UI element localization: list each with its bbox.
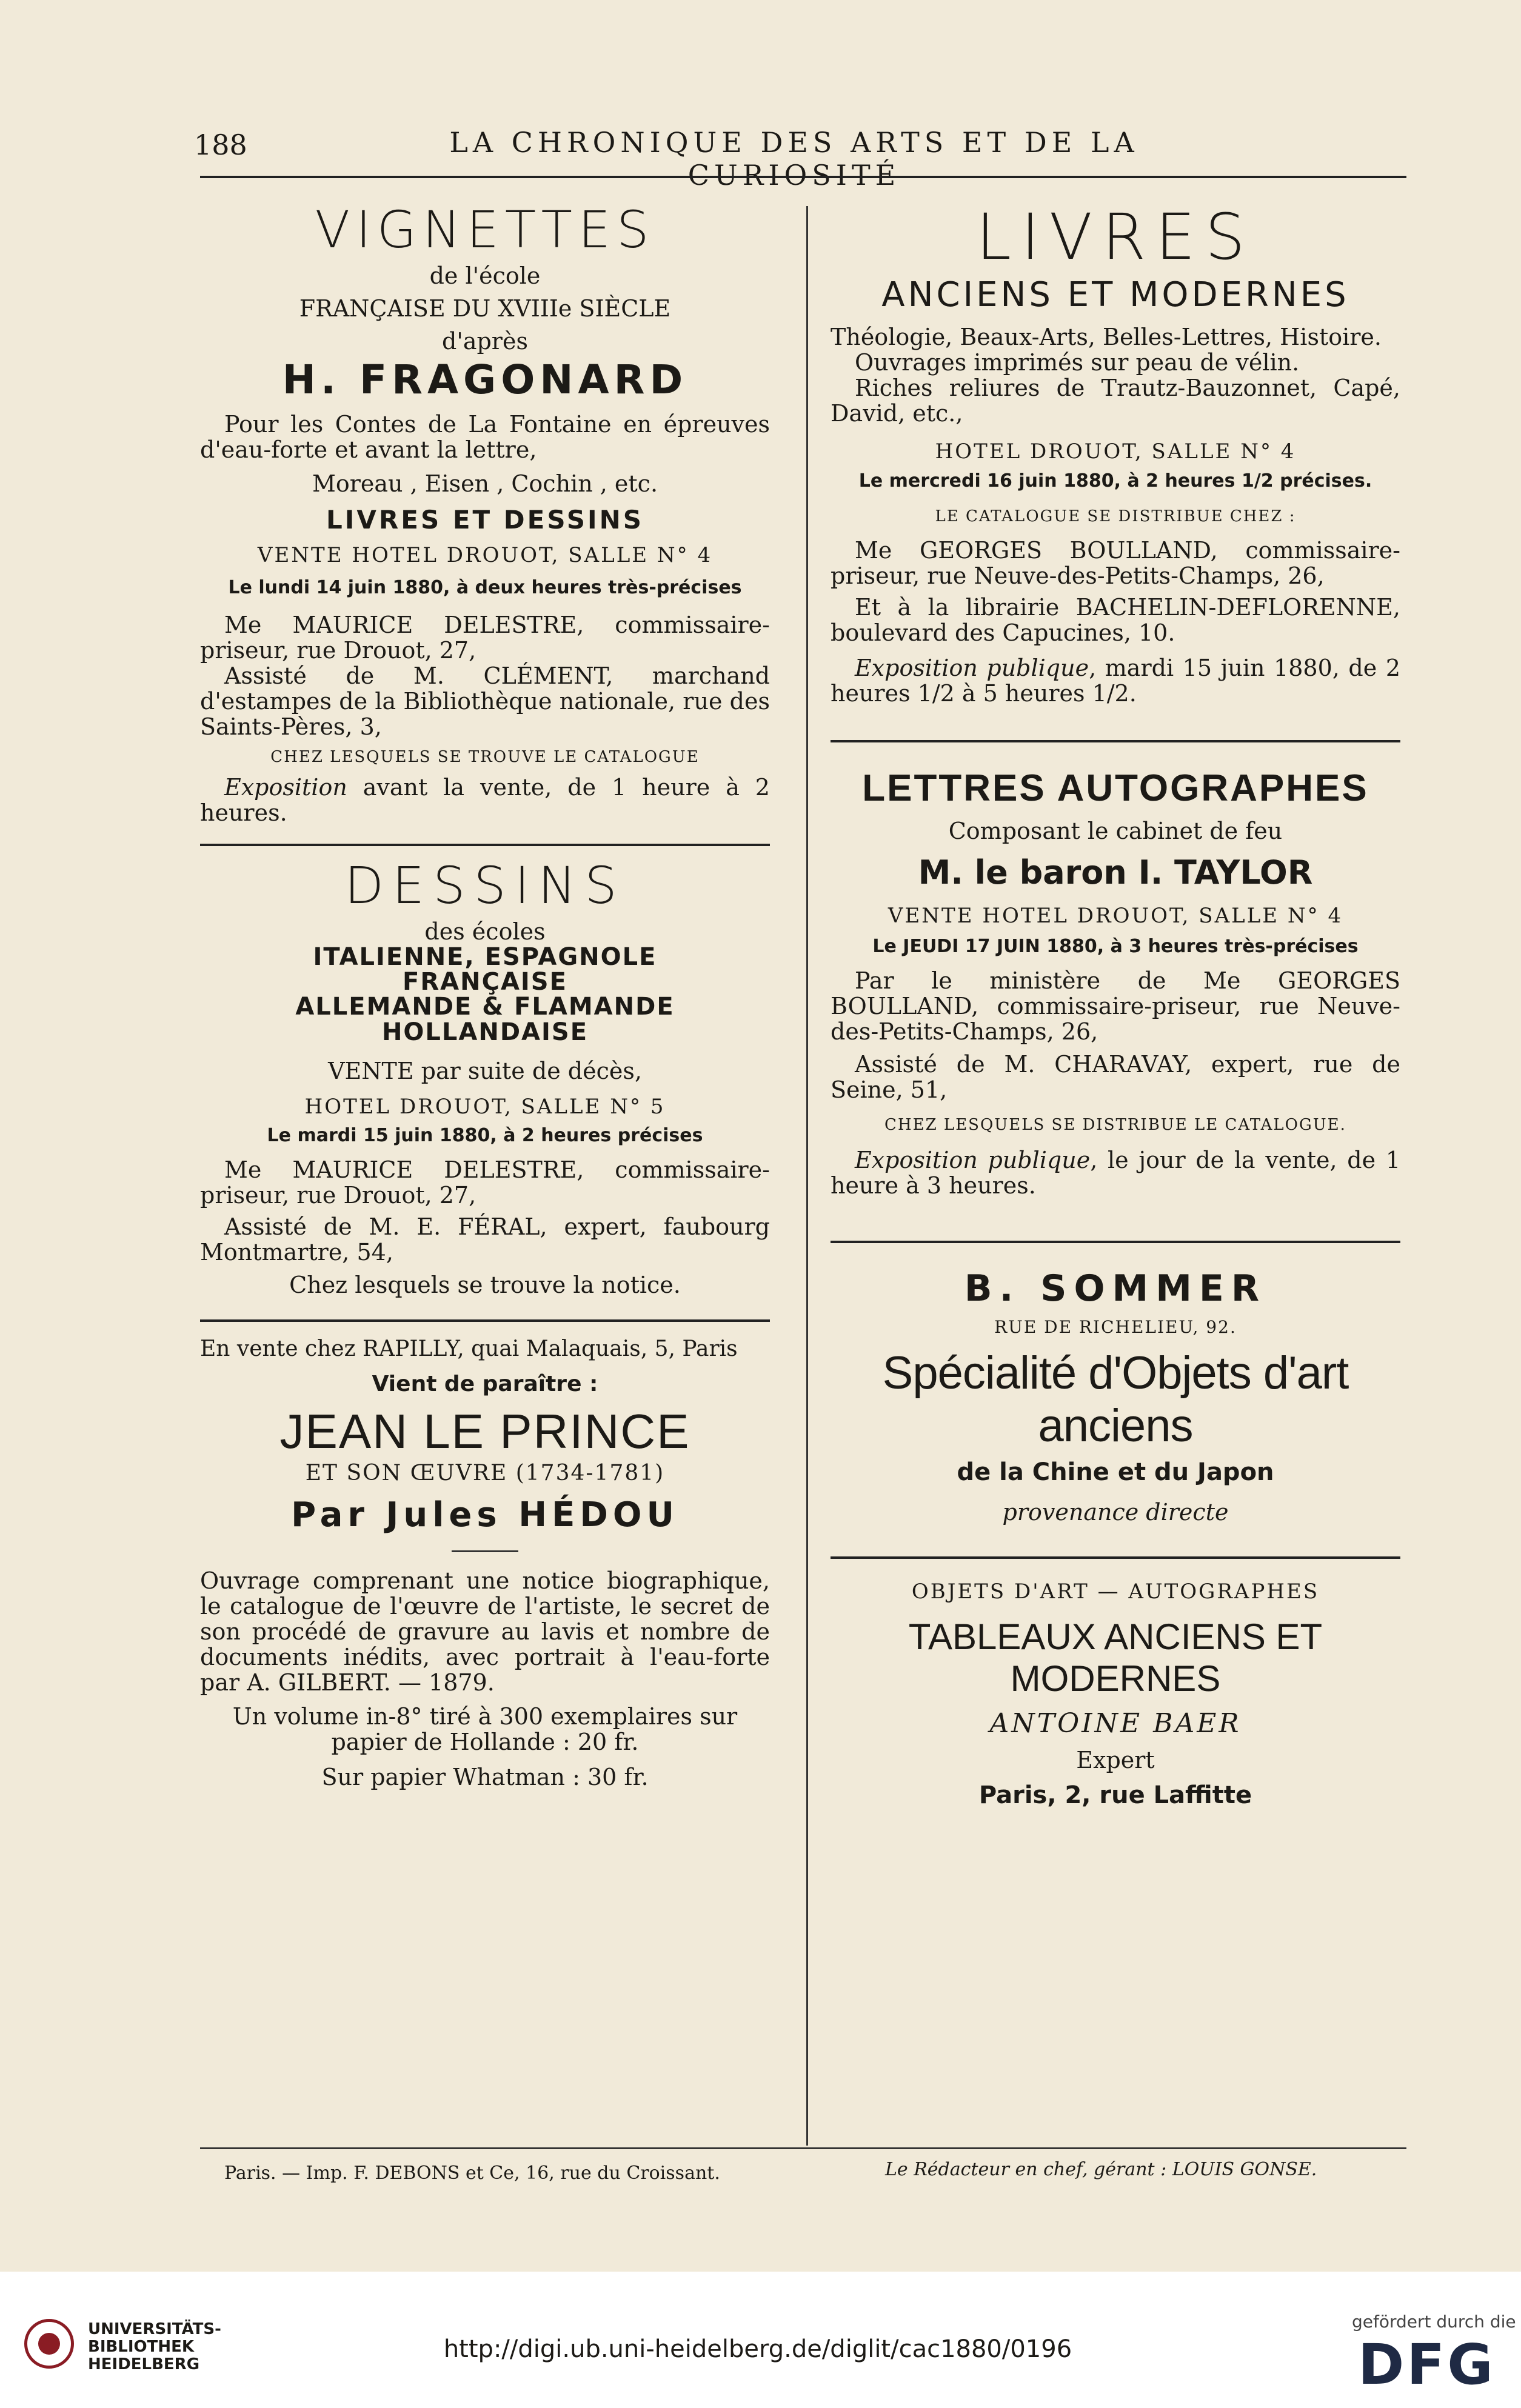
baer-name: ANTOINE BAER [989, 1708, 1242, 1739]
prince-short-rule [452, 1550, 518, 1552]
baer-expert: Expert [1076, 1747, 1155, 1773]
exposition-text: avant la vente, de 1 heure à 2 heures. [200, 774, 770, 826]
funded-text: gefördert durch die [1352, 2312, 1516, 2332]
livres-p2: Et à la librairie BACHELIN-DEFLORENNE, boulevard des Capucines, 10. [831, 594, 1400, 646]
dessins-schools2: FRANÇAISE [403, 968, 567, 996]
lettres-exposition [831, 1147, 1400, 1198]
prince-p2: Un volume in-8° tiré à 300 exemplaires sur papier de Hollande : 20 fr. [232, 1703, 738, 1755]
livres-l2: Ouvrages imprimés sur peau de vélin. [855, 349, 1300, 376]
livres-l3: Riches reliures de Trautz-Bauzonnet, Capé, David, etc., [831, 375, 1400, 427]
baer-objets: OBJETS D'ART — AUTOGRAPHES [911, 1579, 1320, 1604]
dessins-ad [200, 856, 770, 1298]
livres-l1: Théologie, Beaux-Arts, Belles-Lettres, Histoire. [831, 324, 1382, 350]
dessins-schools1: ITALIENNE, ESPAGNOLE [313, 943, 657, 971]
sommer-specialite: Spécialité d'Objets d'art anciens [882, 1347, 1349, 1452]
livres-catalogue: LE CATALOGUE SE DISTRIBUE CHEZ : [935, 507, 1296, 525]
vignettes-venue: VENTE HOTEL DROUOT, SALLE N° 4 [257, 543, 713, 567]
dfg-logo: DFG [1358, 2332, 1496, 2397]
prince-vient: Vient de paraître : [372, 1372, 598, 1396]
lettres-p1: Par le ministère de Me GEORGES BOULLAND, commissaire-priseur, rue Neuve-des-Petits-Champs, 26, [831, 967, 1400, 1045]
header-rule [200, 176, 1406, 178]
lettres-name: M. le baron I. TAYLOR [918, 853, 1313, 892]
sommer-ad [831, 1267, 1400, 1525]
exposition-label: Exposition publique [855, 655, 1089, 681]
sommer-address: RUE DE RICHELIEU, 92. [994, 1317, 1237, 1337]
prince-p3: Sur papier Whatman : 30 fr. [321, 1764, 649, 1790]
dessins-p3: Chez lesquels se trouve la notice. [289, 1272, 681, 1298]
prince-vente: En vente chez RAPILLY, quai Malaquais, 5, Paris [200, 1336, 738, 1361]
dessins-title: DESSINS [344, 856, 626, 915]
lettres-title: LETTRES AUTOGRAPHES [862, 767, 1369, 809]
livres-sub: ANCIENS ET MODERNES [881, 275, 1349, 315]
footer-imprint: Paris. — Imp. F. DEBONS et Ce, 16, rue du Croissant. [224, 2163, 720, 2184]
exposition-text: , le jour de la vente, de 1 heure à 3 heures. [831, 1147, 1400, 1199]
vignettes-p1: Me MAURICE DELESTRE, commissaire-priseur, rue Drouot, 27, [200, 612, 770, 664]
lettres-venue: VENTE HOTEL DROUOT, SALLE N° 4 [888, 904, 1343, 928]
dessins-vente: VENTE par suite de décès, [328, 1058, 642, 1084]
dessins-schools4: HOLLANDAISE [381, 1018, 589, 1046]
exposition-label: Exposition [224, 774, 347, 801]
scan-url[interactable]: http://digi.ub.uni-heidelberg.de/diglit/cac1880/0196 [443, 2335, 1072, 2363]
library-line3: HEIDELBERG [88, 2355, 200, 2373]
lettres-ad [831, 767, 1400, 1198]
vignettes-desc: Pour les Contes de La Fontaine en épreuves d'eau-forte et avant la lettre, [200, 411, 770, 463]
vignettes-date: Le lundi 14 juin 1880, à deux heures très-précises [228, 577, 742, 598]
page-number: 188 [194, 128, 247, 161]
vignettes-ad [200, 200, 770, 825]
vignettes-line3: d'après [442, 328, 528, 355]
livres-venue: HOTEL DROUOT, SALLE N° 4 [935, 439, 1296, 464]
exposition-label: Exposition publique [855, 1147, 1091, 1173]
livres-ad [831, 200, 1400, 706]
baer-tableaux: TABLEAUX ANCIENS ET MODERNES [908, 1616, 1323, 1699]
prince-p1: Ouvrage comprenant une notice biographique, le catalogue de l'œuvre de l'artiste, le secret de son procédé de gravure au lavis et nombre de documents inédits, avec portrait à l'eau-forte par A. GILBERT. — 1879. [200, 1567, 770, 1696]
journal-title: LA CHRONIQUE DES ARTS ET DE LA CURIOSITÉ [449, 126, 1139, 192]
right-rule-1 [831, 740, 1400, 742]
baer-address: Paris, 2, rue Laffitte [978, 1781, 1252, 1809]
lettres-line1: Composant le cabinet de feu [948, 818, 1283, 844]
library-line1: UNIVERSITÄTS- [88, 2320, 221, 2338]
lettres-catalogue: CHEZ LESQUELS SE DISTRIBUE LE CATALOGUE. [884, 1116, 1346, 1134]
prince-ad [200, 1336, 770, 1790]
left-column [200, 200, 770, 1790]
left-rule-1 [200, 844, 770, 846]
scan-bar [0, 2272, 1521, 2408]
dessins-schools3: ALLEMANDE & FLAMANDE [295, 993, 675, 1021]
livres-exposition [831, 655, 1400, 706]
footer-rule [200, 2147, 1406, 2149]
vignettes-sub: LIVRES ET DESSINS [326, 505, 644, 535]
sommer-chine: de la Chine et du Japon [957, 1458, 1274, 1486]
exposition-text: , mardi 15 juin 1880, de 2 heures 1/2 à 5 heures 1/2. [831, 655, 1400, 707]
lettres-p2: Assisté de M. CHARAVAY, expert, rue de Seine, 51, [831, 1051, 1400, 1103]
right-column [831, 200, 1400, 1809]
livres-date: Le mercredi 16 juin 1880, à 2 heures 1/2 précises. [858, 470, 1372, 492]
vignettes-exposition [200, 775, 770, 825]
dessins-p1: Me MAURICE DELESTRE, commissaire-priseur, rue Drouot, 27, [200, 1156, 770, 1209]
vignettes-p2: Assisté de M. CLÉMENT, marchand d'estampes de la Bibliothèque nationale, rue des Saints-Pères, 3, [200, 662, 770, 740]
right-rule-3 [831, 1556, 1400, 1559]
lettres-date: Le JEUDI 17 JUIN 1880, à 3 heures très-précises [872, 936, 1359, 957]
prince-author: Par Jules HÉDOU [291, 1495, 679, 1535]
left-rule-2 [200, 1319, 770, 1322]
prince-sub: ET SON ŒUVRE (1734-1781) [305, 1461, 665, 1486]
vignettes-line2: FRANÇAISE DU XVIIIe SIÈCLE [299, 295, 671, 322]
vignettes-artists: Moreau , Eisen , Cochin , etc. [312, 470, 658, 497]
dessins-venue: HOTEL DROUOT, SALLE N° 5 [304, 1095, 666, 1119]
livres-p1: Me GEORGES BOULLAND, commissaire-priseur, rue Neuve-des-Petits-Champs, 26, [831, 537, 1400, 589]
vignettes-line1: de l'école [429, 262, 541, 289]
heidelberg-seal-icon [24, 2319, 74, 2369]
footer-editor: Le Rédacteur en chef, gérant : LOUIS GONSE. [885, 2159, 1317, 2180]
vignettes-title: VIGNETTES [315, 200, 655, 259]
library-line2: BIBLIOTHEK [88, 2338, 195, 2356]
column-divider [806, 206, 808, 2146]
vignettes-artist: H. FRAGONARD [282, 356, 688, 403]
dessins-p2: Assisté de M. E. FÉRAL, expert, faubourg Montmartre, 54, [200, 1213, 770, 1266]
prince-title: JEAN LE PRINCE [279, 1404, 690, 1458]
sommer-provenance: provenance directe [1002, 1499, 1229, 1526]
dessins-line1: des écoles [424, 918, 546, 945]
vignettes-catalogue: CHEZ LESQUELS SE TROUVE LE CATALOGUE [270, 748, 700, 766]
right-rule-2 [831, 1241, 1400, 1243]
livres-title: LIVRES [976, 200, 1255, 274]
baer-ad [831, 1579, 1400, 1809]
sommer-title: B. SOMMER [964, 1267, 1267, 1310]
dessins-date: Le mardi 15 juin 1880, à 2 heures précises [267, 1125, 703, 1146]
